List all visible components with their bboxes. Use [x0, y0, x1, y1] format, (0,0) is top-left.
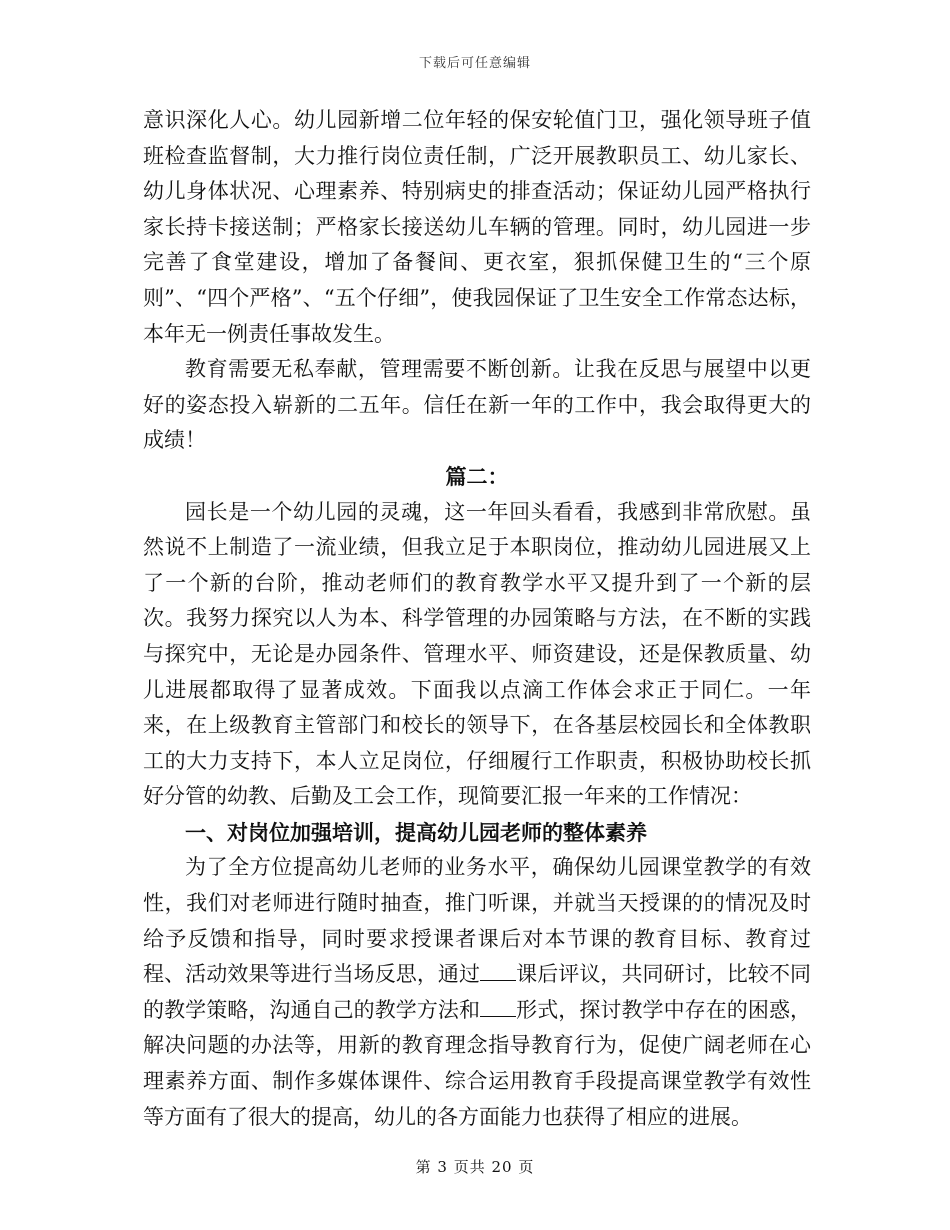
paragraph-training-part-3: 形式，探讨教学中存在的困惑，解决问题的办法等，用新的教育理念指导教育行为，促使广阔老师在心理素养方面、制作多媒体课件、综合运用教育手段提高课堂教学有效性等方面有了很大的提高，幼儿的各方面能力也获得了相应的进展。 [143, 997, 812, 1129]
document-body [143, 103, 811, 1135]
paragraph-introduction: 园长是一个幼儿园的灵魂，这一年回头看看，我感到非常欣慰。虽然说不上制造了一流业绩，但我立足于本职岗位，推动幼儿园进展又上了一个新的台阶，推动老师们的教育教学水平又提升到了一个新的层次。我努力探究以人为本、科学管理的办园策略与方法，在不断的实践与探究中，无论是办园条件、管理水平、师资建设，还是保教质量、幼儿进展都取得了显著成效。下面我以点滴工作体会求正于同仁。一年来，在上级教育主管部门和校长的领导下，在各基层校园长和全体教职工的大力支持下，本人立足岗位，仔细履行工作职责，积极协助校长抓好分管的幼教、后勤及工会工作，现简要汇报一年来的工作情况： [143, 499, 811, 809]
paragraph-closing: 教育需要无私奉献，管理需要不断创新。让我在反思与展望中以更好的姿态投入崭新的二五年。信任在新一年的工作中，我会取得更大的成绩！ [143, 357, 811, 453]
blank-line [480, 994, 516, 1017]
part-title: 篇二： [445, 463, 509, 489]
blank-line [480, 958, 516, 981]
paragraph-continued: 意识深化人心。幼儿园新增二位年轻的保安轮值门卫，强化领导班子值班检查监督制，大力推行岗位责任制，广泛开展教职员工、幼儿家长、幼儿身体状况、心理素养、特别病史的排查活动；保证幼儿园严格执行家长持卡接送制；严格家长接送幼儿车辆的管理。同时，幼儿园进一步完善了食堂建设，增加了备餐间、更衣室，狠抓保健卫生的“三个原则”、“四个严格”、“五个仔细”，使我园保证了卫生安全工作常态达标，本年无一例责任事故发生。 [143, 108, 811, 346]
section-heading: 一、对岗位加强培训，提高幼儿园老师的整体素养 [185, 819, 647, 845]
paragraph-training-part-2: 课后评议，共同研讨，比较不同的教学策略，沟通自己的教学方法和 [143, 962, 812, 1022]
paragraph-training-part-1: 为了全方位提高幼儿老师的业务水平，确保幼儿园课堂教学的有效性，我们对老师进行随时抽查，推门听课，并就当天授课的的情况及时给予反馈和指导，同时要求授课者课后对本节课的教育目标、教育过程、活动效果等进行当场反思，通过 [143, 855, 811, 987]
paragraph-training [143, 850, 811, 1135]
page-header: 下载后可任意编辑 [418, 56, 531, 71]
page-number: 第 3 页共 20 页 [415, 1158, 535, 1176]
